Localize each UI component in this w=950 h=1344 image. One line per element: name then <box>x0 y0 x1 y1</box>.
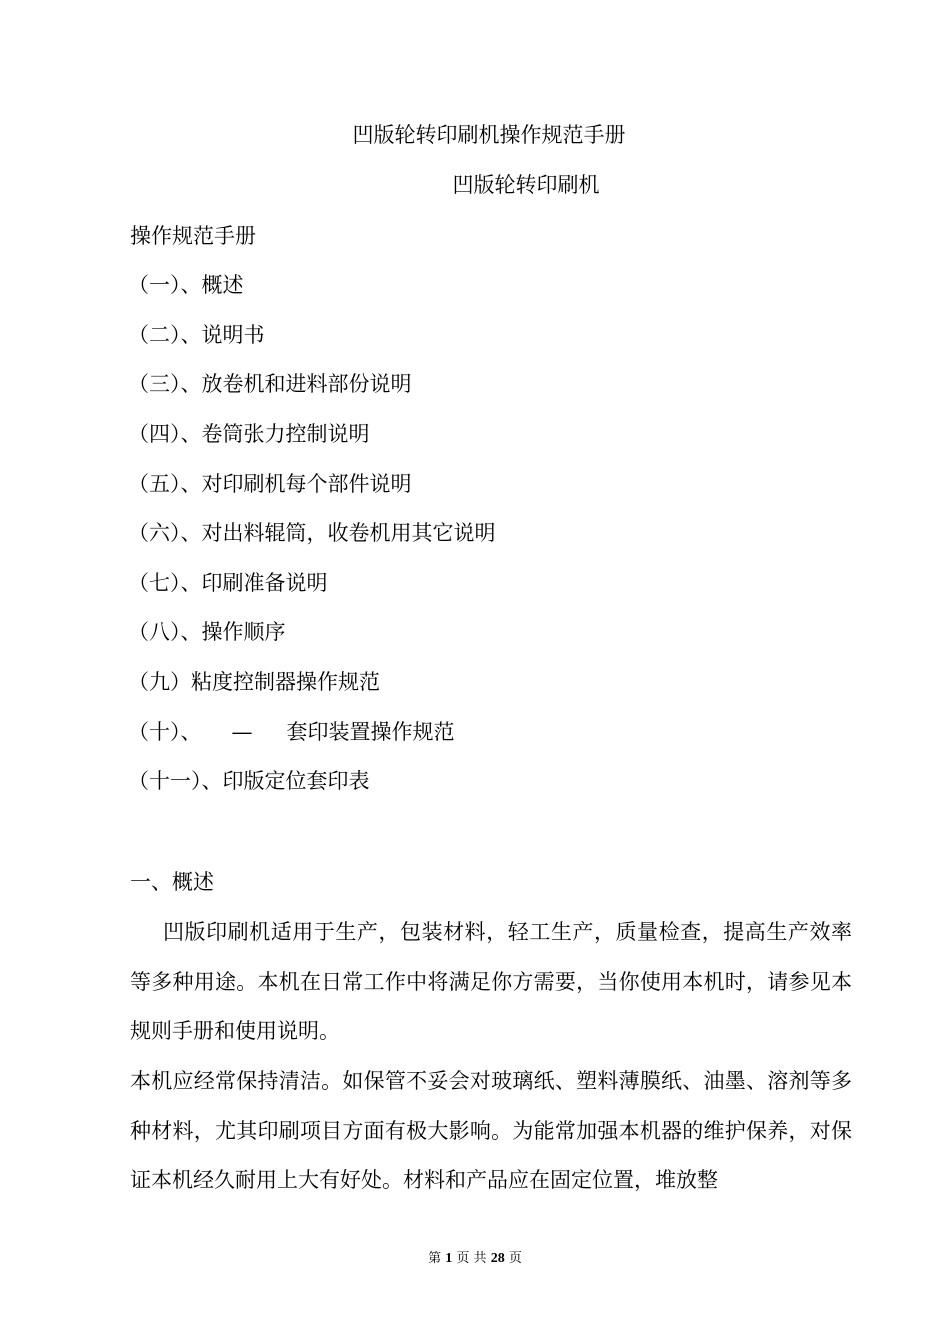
section-paragraph: 本机应经常保持清洁。如保管不妥会对玻璃纸、塑料薄膜纸、油墨、溶剂等多种材料，尤其印刷项目方面有极大影响。为能常加强本机器的维护保养，对保证本机经久耐用上大有好处。材料和产品应在固定位置，堆放整 <box>130 1069 852 1193</box>
toc-item: （六）、对出料辊筒，收卷机用其它说明 <box>128 521 496 545</box>
toc-item-11: （十一）、印版定位套印表 <box>128 769 370 793</box>
toc-item: （四）、卷筒张力控制说明 <box>128 422 370 446</box>
toc-item: （二）、说明书 <box>128 323 265 347</box>
toc-item: （三）、放卷机和进料部份说明 <box>128 372 412 396</box>
document-subtitle-continued: 操作规范手册 <box>130 224 256 248</box>
toc-item-10-dash: — <box>231 720 253 744</box>
toc-item: （一）、概述 <box>128 273 244 297</box>
footer-prefix: 第 <box>428 1251 442 1266</box>
toc-item-10-text: 套印装置操作规范 <box>286 720 455 744</box>
footer-total-pages: 28 <box>490 1251 505 1266</box>
toc-item: （五）、对印刷机每个部件说明 <box>128 472 412 496</box>
toc-item-10 <box>128 718 455 746</box>
toc-item: （九）粘度控制器操作规范 <box>128 670 380 694</box>
footer-middle: 页 共 <box>456 1251 487 1266</box>
footer-page-number: 1 <box>445 1251 453 1266</box>
document-subtitle: 凹版轮转印刷机 <box>452 173 600 197</box>
section-heading: 一、概述 <box>130 870 214 894</box>
document-title: 凹版轮转印刷机操作规范手册 <box>352 123 626 147</box>
toc-item: （八）、操作顺序 <box>128 620 286 644</box>
page-footer <box>0 1250 950 1268</box>
toc-item: （七）、印刷准备说明 <box>128 571 328 595</box>
section-paragraph: 凹版印刷机适用于生产，包装材料，轻工生产，质量检查，提高生产效率等多种用途。本机在日常工作中将满足你方需要，当你使用本机时，请参见本规则手册和使用说明。 <box>130 920 852 1044</box>
footer-suffix: 页 <box>508 1251 522 1266</box>
toc-item-10-prefix: （十）、 <box>128 720 202 744</box>
